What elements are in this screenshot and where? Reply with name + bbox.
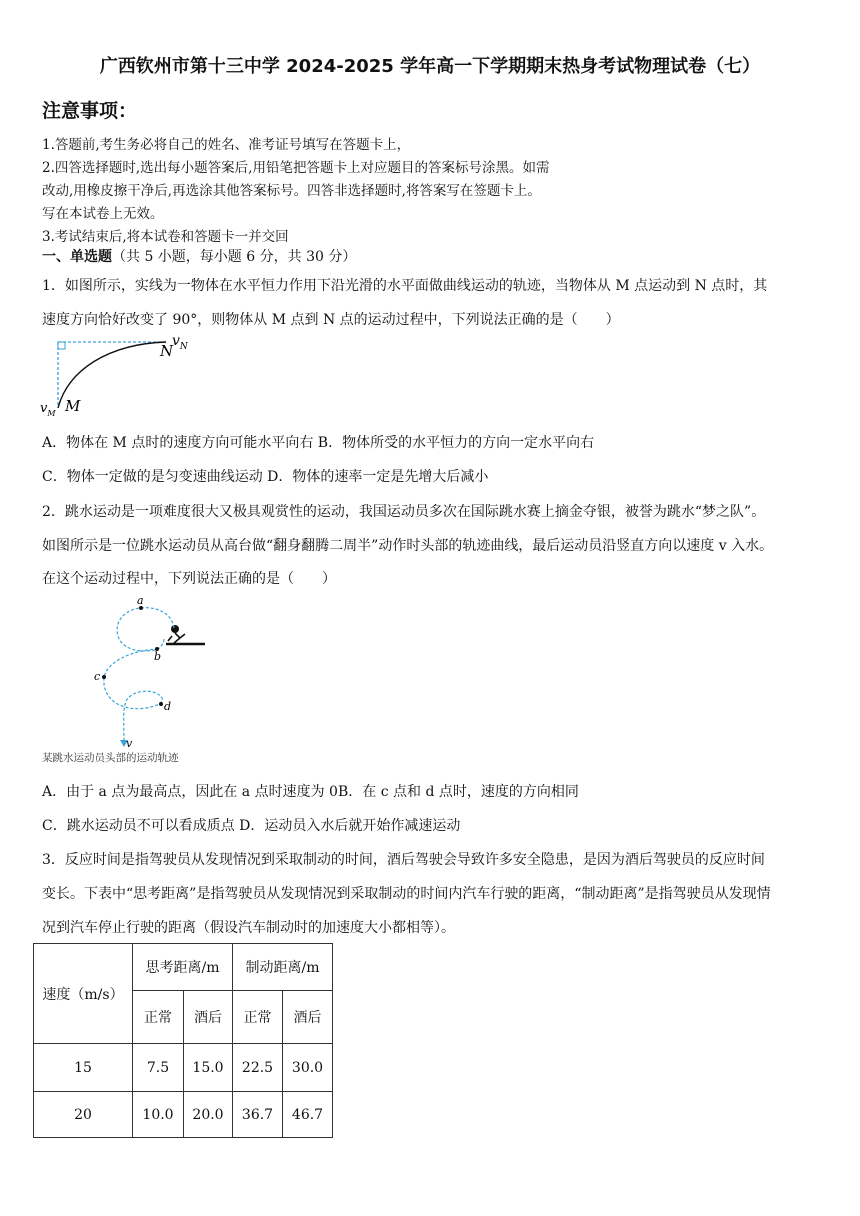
subheader-cell: 酒后 — [184, 991, 233, 1044]
velocity-v-label: v — [126, 737, 133, 750]
q3-stem-line: 况到汽车停止行驶的距离（假设汽车制动时的加速度大小都相等）。 — [42, 920, 455, 936]
reaction-distance-table — [33, 943, 333, 1138]
q1-stem-line: 速度方向恰好改变了 90°，则物体从 M 点到 N 点的运动过程中，下列说法正确的是（ ） — [42, 312, 620, 328]
q2-stem-line: 在这个运动过程中，下列说法正确的是（ ） — [42, 571, 336, 587]
q1-trajectory-figure — [38, 332, 208, 424]
q2-stem-line: 如图所示是一位跳水运动员从高台做“翻身翻腾二周半”动作时头部的轨迹曲线，最后运动员沿竖直方向以速度 v 入水。 — [42, 538, 774, 554]
point-d-dot — [159, 702, 163, 706]
table-cell: 30.0 — [283, 1044, 333, 1092]
notice-line: 3.考试结束后,将本试卷和答题卡一并交回 — [42, 229, 289, 245]
diver-icon — [168, 625, 185, 643]
notice-line: 2.四答选择题时,选出每小题答案后,用铅笔把答题卡上对应题目的答案标号涂黑。如需 — [42, 160, 550, 176]
section-info: （共 5 小题，每小题 6 分，共 30 分） — [112, 249, 357, 265]
section-label: 一、单选题 — [42, 249, 112, 265]
point-n-label: N — [160, 342, 174, 360]
subheader-cell: 正常 — [233, 991, 283, 1044]
q1-options-cd: C．物体一定做的是匀变速曲线运动 D．物体的速率一定是先增大后减小 — [42, 469, 489, 485]
table-cell: 15 — [34, 1044, 133, 1092]
notice-line: 1.答题前,考生务必将自己的姓名、准考证号填写在答题卡上， — [42, 137, 411, 153]
q2-options-cd: C．跳水运动员不可以看成质点 D．运动员入水后就开始作减速运动 — [42, 818, 461, 834]
table-cell: 7.5 — [133, 1044, 184, 1092]
table-cell: 36.7 — [233, 1092, 283, 1138]
brake-distance-header: 制动距离/m — [233, 944, 333, 991]
q1-options-ab: A．物体在 M 点时的速度方向可能水平向右 B．物体所受的水平恒力的方向一定水平向右 — [42, 435, 595, 451]
vm-label: $v_M$ — [40, 401, 56, 418]
table-row — [34, 1092, 333, 1138]
q3-stem-line: 变长。下表中“思考距离”是指驾驶员从发现情况到采取制动的时间内汽车行驶的距离，“制动距离”是指驾驶员从发现情 — [42, 886, 771, 902]
table-cell: 15.0 — [184, 1044, 233, 1092]
table-cell: 20 — [34, 1092, 133, 1138]
speed-header: 速度（m/s） — [34, 944, 133, 1044]
figure-caption: 某跳水运动员头部的运动轨迹 — [42, 752, 179, 764]
point-m-label: M — [65, 397, 81, 415]
table-cell: 22.5 — [233, 1044, 283, 1092]
point-b-label: b — [154, 650, 162, 663]
table-cell: 20.0 — [184, 1092, 233, 1138]
think-distance-header: 思考距离/m — [133, 944, 233, 991]
point-d-label: d — [164, 700, 172, 713]
exam-title: 广西钦州市第十三中学 2024-2025 学年高一下学期期末热身考试物理试卷（七） — [99, 56, 761, 77]
point-c-dot — [102, 675, 106, 679]
point-a-label: a — [137, 594, 144, 607]
vn-label: $v_N$ — [172, 333, 188, 352]
loop-upper — [117, 608, 174, 651]
notice-line: 写在本试卷上无效。 — [42, 206, 164, 222]
subheader-cell: 正常 — [133, 991, 184, 1044]
section-heading — [42, 246, 356, 266]
table-header-row — [34, 944, 333, 991]
q3-stem-line: 3．反应时间是指驾驶员从发现情况到采取制动的时间，酒后驾驶会导致许多安全隐患，是因为酒后驾驶员的反应时间 — [42, 852, 765, 868]
table-cell: 10.0 — [133, 1092, 184, 1138]
table-cell: 46.7 — [283, 1092, 333, 1138]
notice-heading: 注意事项： — [42, 100, 138, 122]
q1-stem-line: 1．如图所示，实线为一物体在水平恒力作用下沿光滑的水平面做曲线运动的轨迹，当物体从 M 点运动到 N 点时，其 — [42, 278, 768, 294]
q2-options-ab: A．由于 a 点为最高点，因此在 a 点时速度为 0B．在 c 点和 d 点时，速度的方向相同 — [42, 784, 579, 800]
point-c-label: c — [94, 670, 101, 683]
notice-line: 改动,用橡皮擦干净后,再选涂其他答案标号。四答非选择题时,将答案写在签题卡上。 — [42, 183, 541, 199]
q2-stem-line: 2．跳水运动是一项难度很大又极具观赏性的运动，我国运动员多次在国际跳水赛上摘金夺银，被誉为跳水“梦之队”。 — [42, 504, 766, 520]
right-angle-mark — [58, 342, 65, 349]
q2-diving-figure — [40, 594, 240, 764]
table-row — [34, 1044, 333, 1092]
subheader-cell: 酒后 — [283, 991, 333, 1044]
